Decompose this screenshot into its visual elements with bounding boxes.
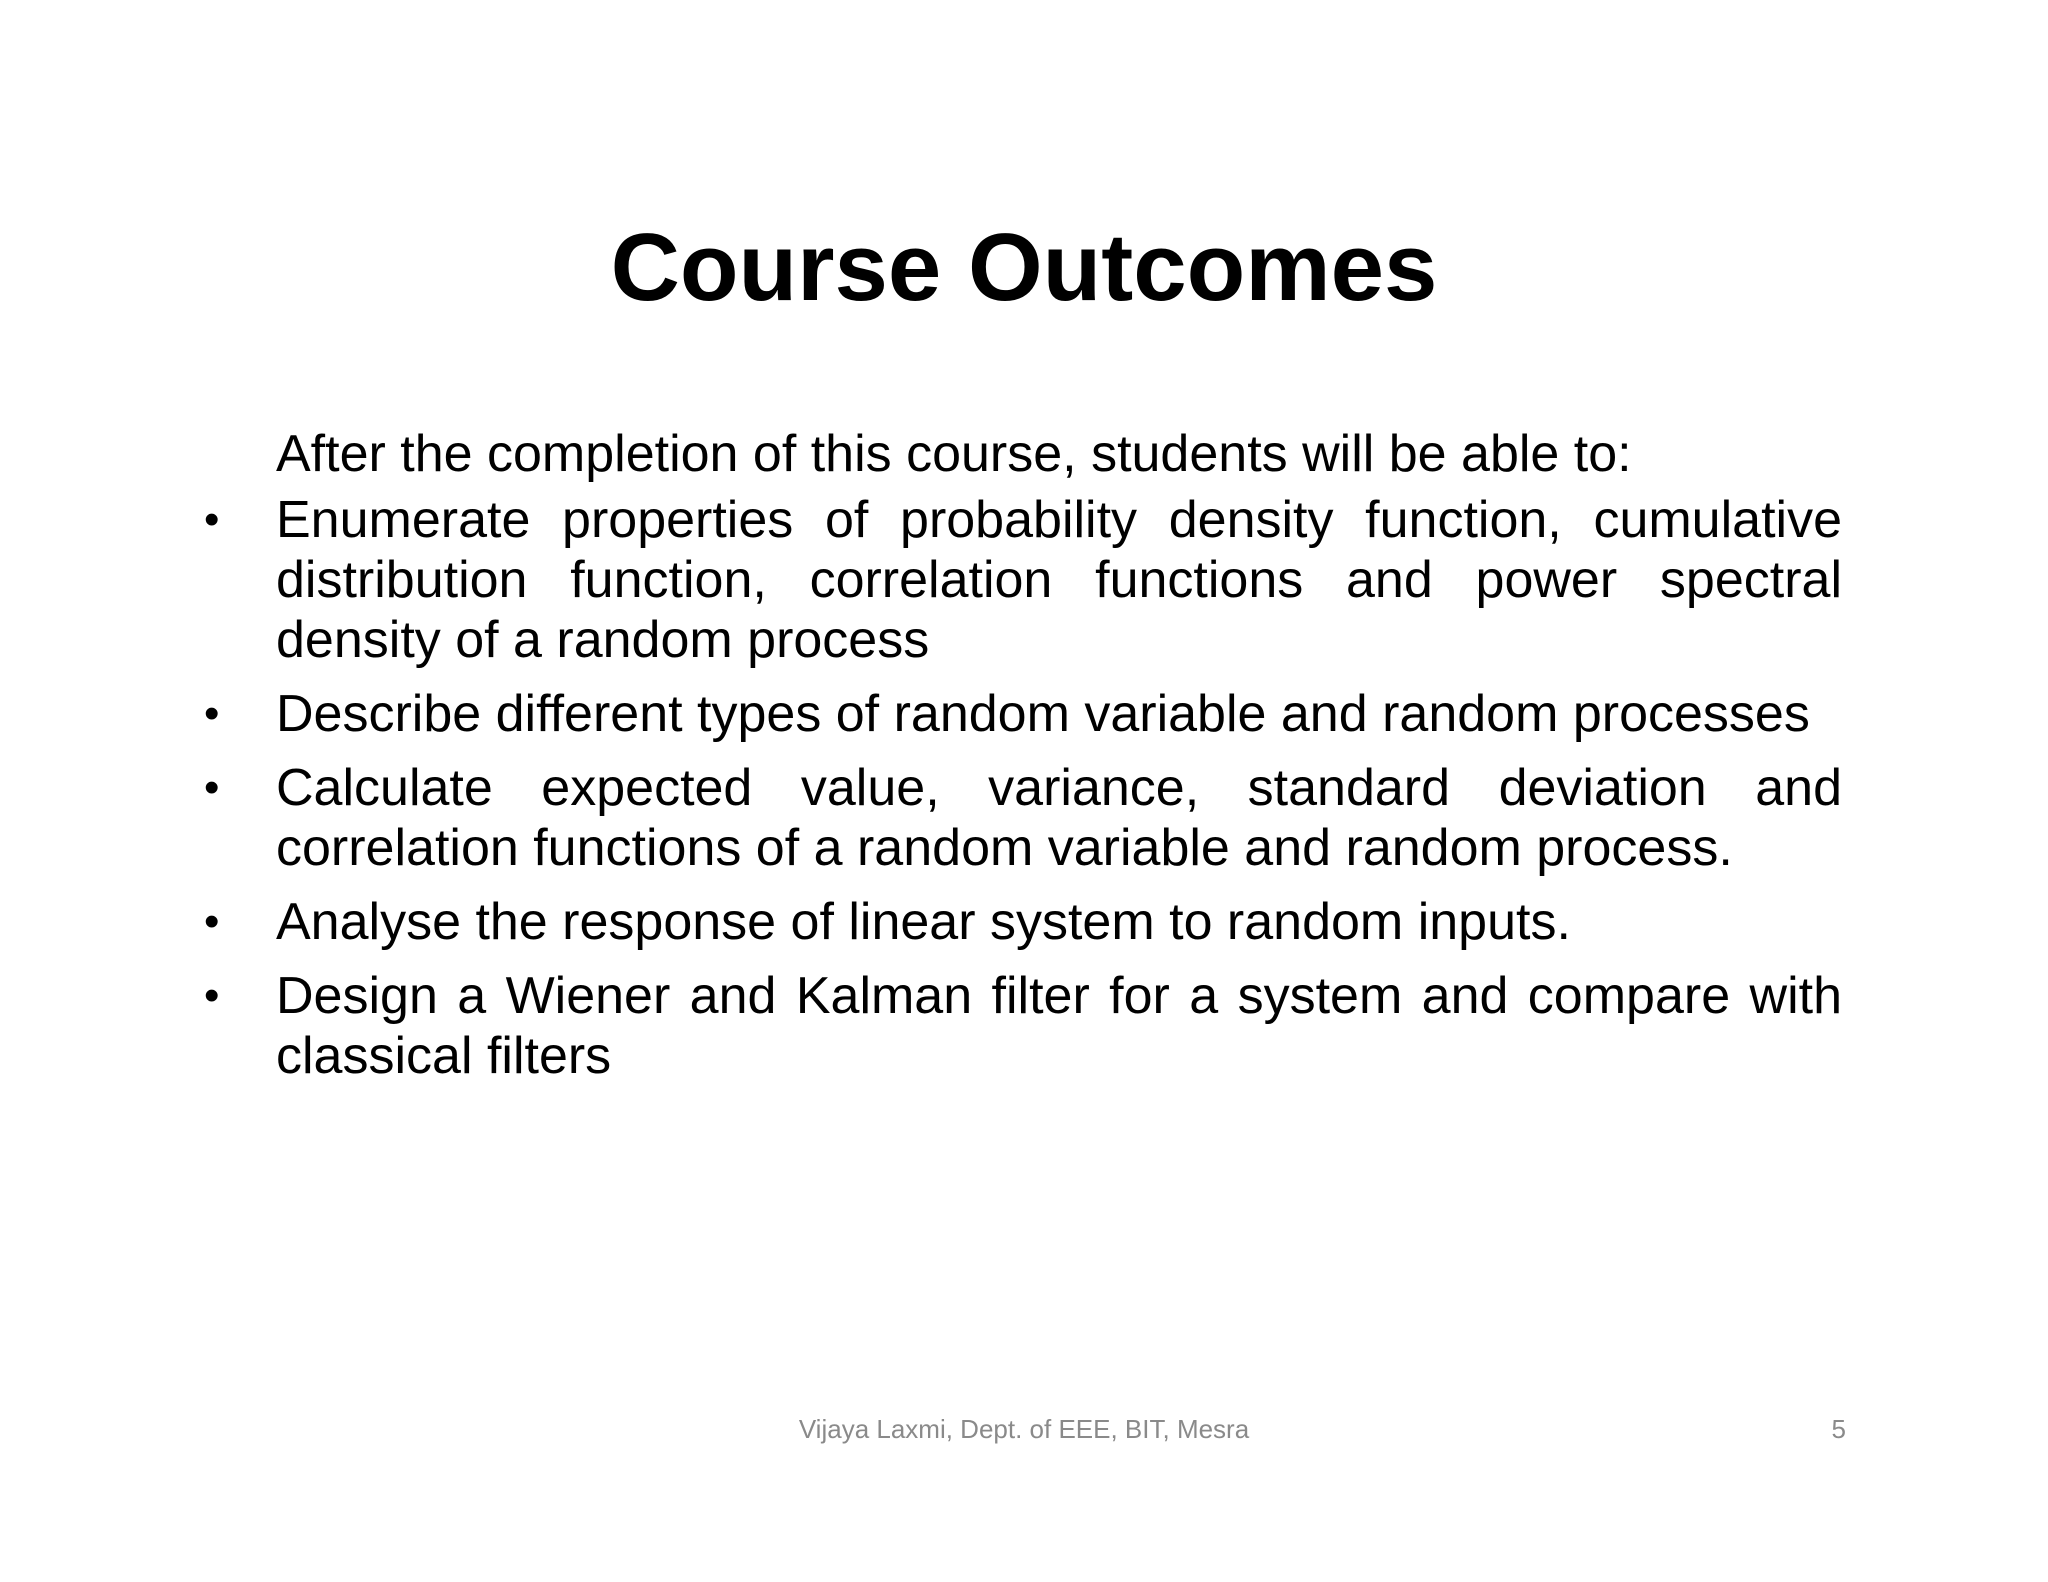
outcome-item [204, 684, 1842, 744]
outcome-item [204, 966, 1842, 1086]
bullet-icon: • [204, 689, 220, 738]
intro-text: After the completion of this course, students will be able to: [276, 425, 1632, 483]
outcome-item [204, 758, 1842, 878]
page-number: 5 [1831, 1414, 1846, 1444]
outcome-list [204, 490, 1842, 1086]
footer-author: Vijaya Laxmi, Dept. of EEE, BIT, Mesra [798, 1414, 1250, 1444]
bullet-icon: • [204, 897, 220, 946]
outcome-item [204, 892, 1842, 952]
bullet-icon: • [204, 495, 220, 544]
outcome-text: Calculate expected value, variance, standard deviation and correlation functions of a random variable and random process. [276, 759, 1842, 877]
outcome-text: Enumerate properties of probability density function, cumulative distribution function, correlation functions and power spectral density of a random process [276, 491, 1842, 669]
slide-content [204, 424, 1842, 1100]
outcome-text: Describe different types of random variable and random processes [276, 685, 1810, 743]
outcome-text: Design a Wiener and Kalman filter for a system and compare with classical filters [276, 967, 1842, 1085]
slide-title: Course Outcomes [610, 214, 1438, 321]
bullet-icon: • [204, 971, 220, 1020]
outcome-item [204, 490, 1842, 670]
bullet-icon: • [204, 763, 220, 812]
outcome-text: Analyse the response of linear system to random inputs. [276, 893, 1571, 951]
